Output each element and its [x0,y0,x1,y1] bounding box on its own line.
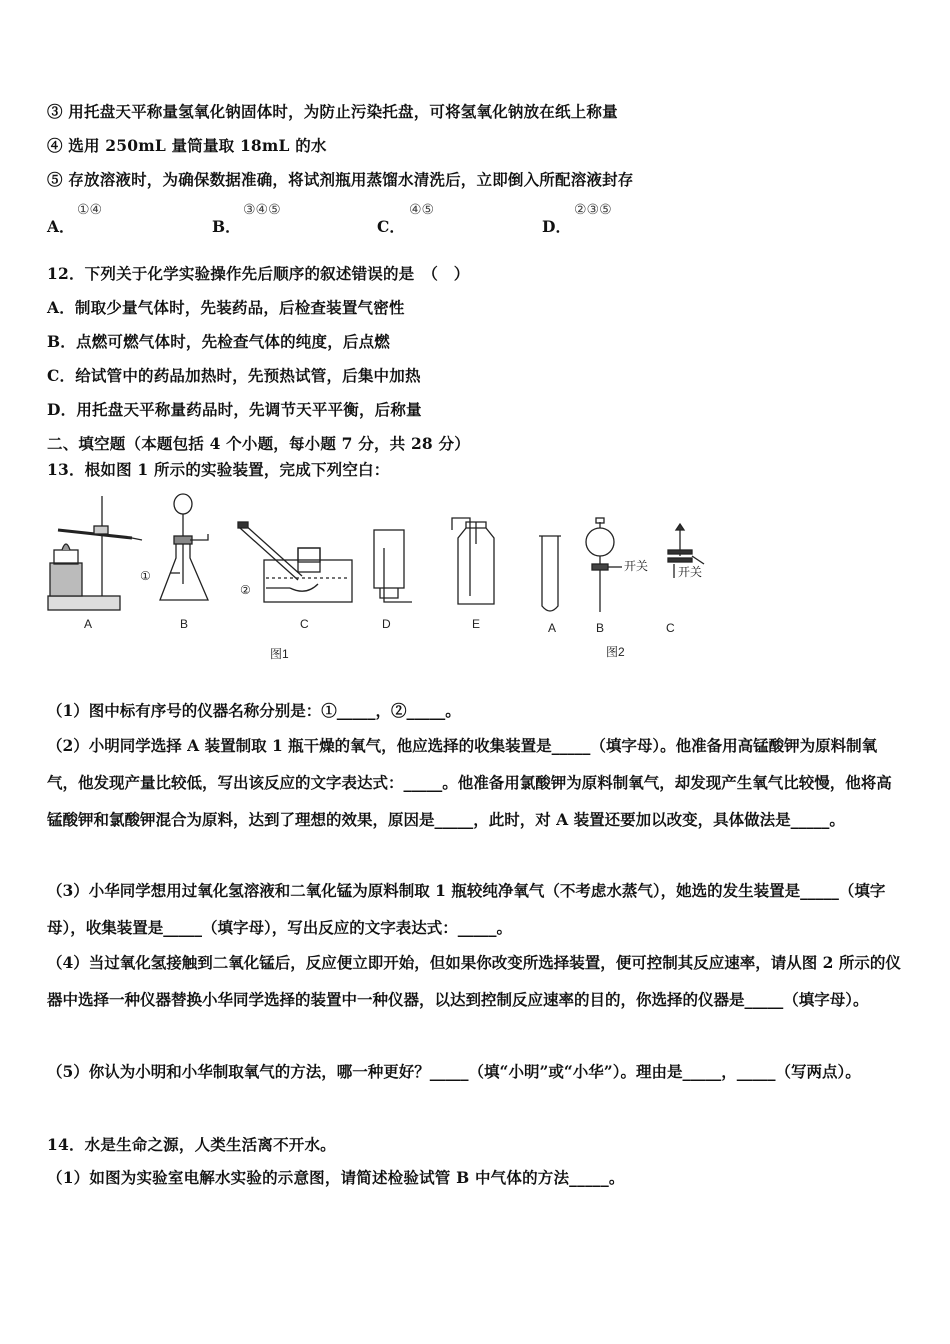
marker-2: ② [240,583,251,597]
q11-option-d-label: D． [542,217,571,236]
apparatus-c-drawing [238,522,352,602]
q12-option-d: D．用托盘天平称量药品时，先调节天平平衡，后称量 [47,400,422,419]
fig1-label-c: C [300,617,309,631]
q12-stem: 12．下列关于化学实验操作先后顺序的叙述错误的是 （ ） [47,264,470,283]
q11-option-a-value: ①④ [77,202,103,218]
item-4: ④ 选用 250mL 量筒量取 18mL 的水 [47,136,327,155]
fig2-label-c: C [666,621,675,635]
marker-1: ① [140,569,151,583]
q12-option-c: C．给试管中的药品加热时，先预热试管，后集中加热 [47,366,421,385]
fig1-label-e: E [472,617,481,631]
q11-option-c-value: ④⑤ [409,202,435,218]
q11-option-b-value: ③④⑤ [243,202,281,218]
fig2-a-drawing [539,536,561,611]
q11-option-c-label: C． [377,217,405,236]
switch-label-b: 开关 [624,559,649,573]
q11-option-b-label: B． [212,217,241,236]
fig2-label-a: A [548,621,557,635]
caption-fig1: 图1 [270,647,289,661]
fig2-label-b: B [596,621,605,635]
q14-stem: 14．水是生命之源，人类生活离不开水。 [47,1135,336,1154]
fig2-b-drawing [586,518,622,612]
q14-part-1: （1）如图为实验室电解水实验的示意图，请简述检验试管 B 中气体的方法_____。 [47,1168,625,1187]
fig1-label-a: A [84,617,93,631]
apparatus-e-drawing [452,518,494,604]
switch-label-c: 开关 [678,565,703,579]
fig1-label-b: B [180,617,189,631]
q11-option-d-value: ②③⑤ [574,202,612,218]
q12-option-a: A．制取少量气体时，先装药品，后检查装置气密性 [47,298,405,317]
fig1-label-d: D [382,617,391,631]
apparatus-b-drawing [160,494,208,600]
item-5: ⑤ 存放溶液时，为确保数据准确，将试剂瓶用蒸馏水清洗后，立即倒入所配溶液封存 [47,170,634,189]
caption-fig2: 图2 [606,645,625,659]
apparatus-d-drawing [374,530,412,602]
q12-option-b: B．点燃可燃气体时，先检查气体的纯度，后点燃 [47,332,391,351]
q13-part-5: （5）你认为小明和小华制取氧气的方法，哪一种更好？_____（填“小明”或“小华”）。理由是_____，_____（写两点）。 [47,1062,861,1081]
item-3: ③ 用托盘天平称量氢氧化钠固体时，为防止污染托盘，可将氢氧化钠放在纸上称量 [47,102,618,121]
apparatus-figure [40,488,740,663]
q13-part-3: （3）小华同学想用过氧化氢溶液和二氧化锰为原料制取 1 瓶较纯净氧气（不考虑水蒸气），她选的发生装置是_____（填字母），收集装置是_____（填字母），写出反应的文字表达式：_____。 [47,881,886,937]
q13-part-2: （2）小明同学选择 A 装置制取 1 瓶干燥的氧气，他应选择的收集装置是_____（填字母）。他准备用高锰酸钾为原料制氧气，他发现产量比较低，写出该反应的文字表达式：_____。他准备用氯酸钾为原料制氧气，却发现产生氧气比较慢，他将高锰酸钾和氯酸钾混合为原料，达到了理想的效果，原因是_____，此时，对 A 装置还要加以改变，具体做法是_____。 [47,736,892,829]
q11-option-a-label: A． [47,217,75,236]
q13-part-1: （1）图中标有序号的仪器名称分别是：①_____，②_____。 [47,701,461,720]
q13-part-4: （4）当过氧化氢接触到二氧化锰后，反应便立即开始，但如果你改变所选择装置，便可控制其反应速率，请从图 2 所示的仪器中选择一种仪器替换小华同学选择的装置中一种仪器，以达到控制反应速率的目的，你选择的仪器是_____（填字母）。 [47,953,901,1009]
q13-stem: 13．根如图 1 所示的实验装置，完成下列空白： [47,460,390,479]
apparatus-a-drawing [48,496,142,610]
section-heading: 二、填空题（本题包括 4 个小题，每小题 7 分，共 28 分） [47,434,470,453]
